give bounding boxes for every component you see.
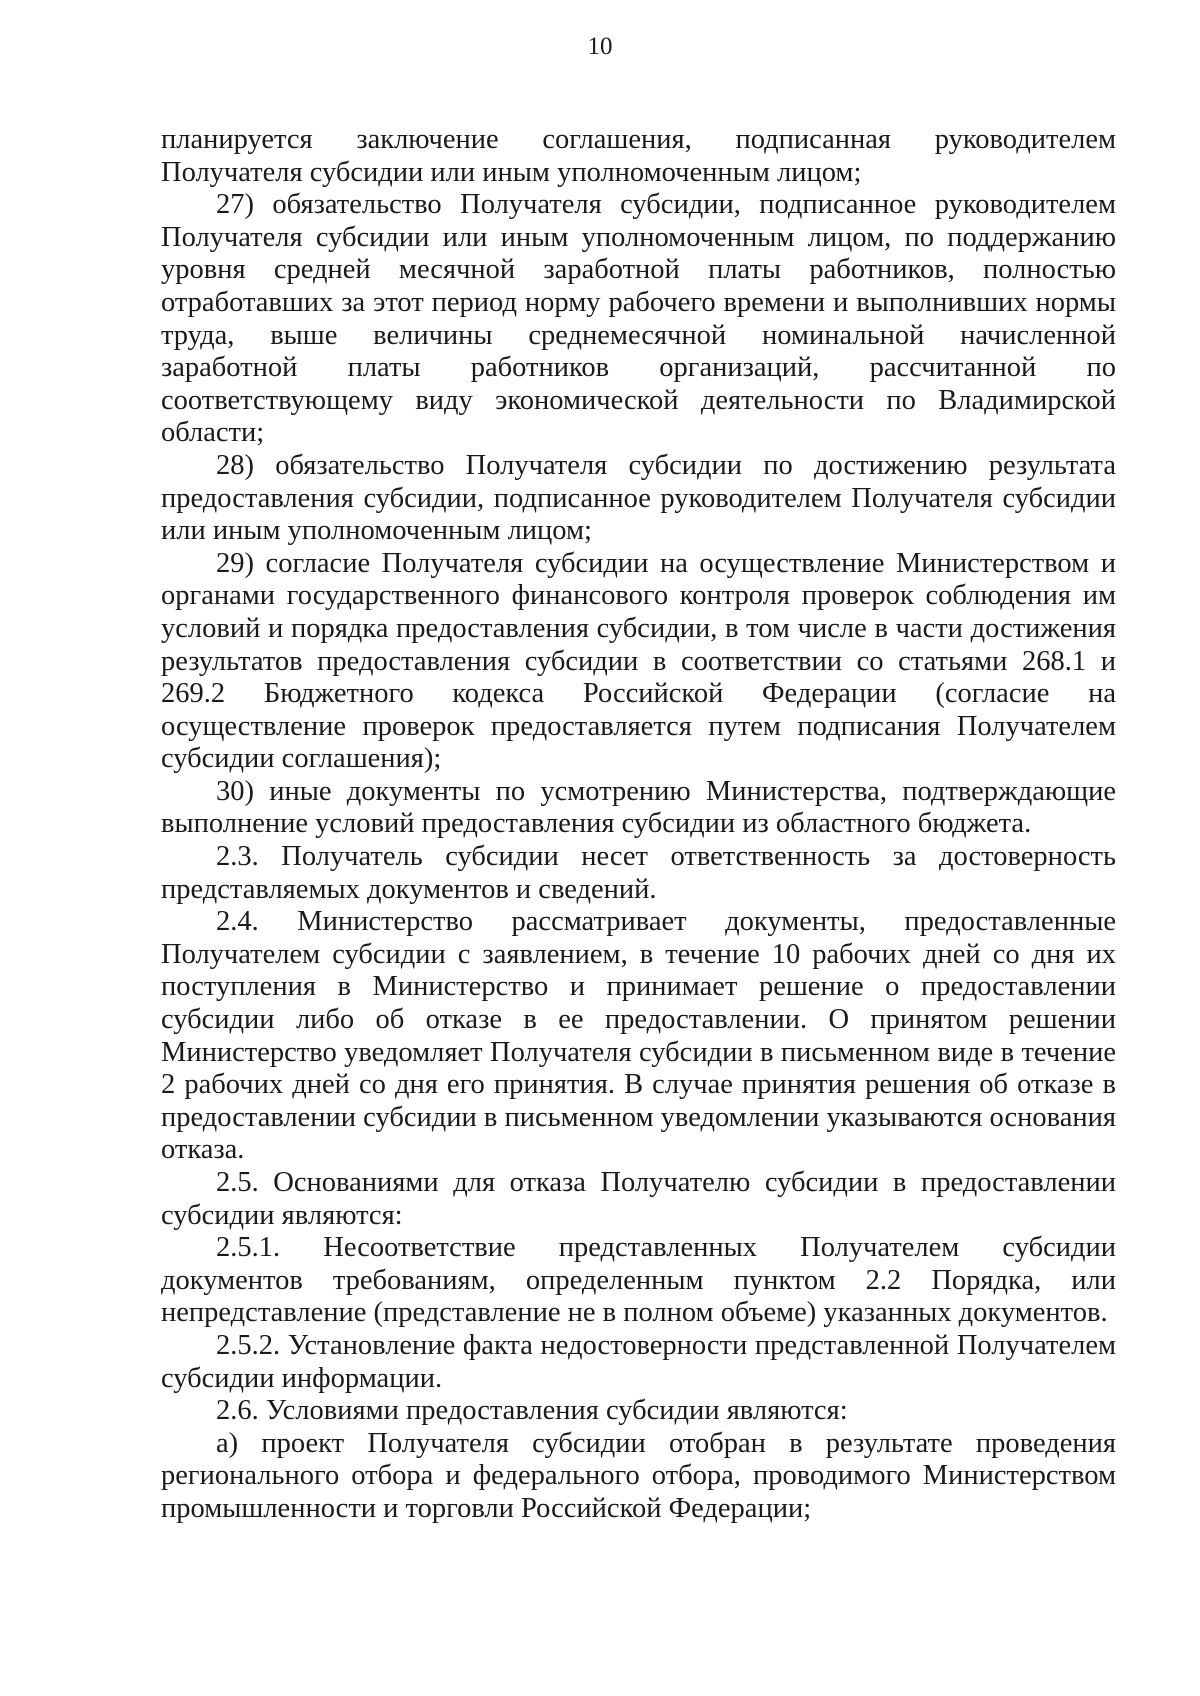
paragraph-2-6: 2.6. Условиями предоставления субсидии являются: <box>216 1395 848 1427</box>
paragraph-2-5: 2.5. Основаниями для отказа Получателю субсидии в предоставлении субсидии являются: <box>161 1167 1116 1231</box>
page-number: 10 <box>587 33 613 60</box>
paragraph-2-4: 2.4. Министерство рассматривает документы, предоставленные Получателем субсидии с заявлением, в течение 10 рабочих дней со дня их поступления в Министерство и принимает решение о предоставлении субсидии либо об отказе в ее предоставлении. О принятом решении Министерство уведомляет Получателя субсидии в письменном виде в течение 2 рабочих дней со дня его принятия. В случае принятия решения об отказе в предоставлении субсидии в письменном уведомлении указываются основания отказа. <box>161 906 1116 1166</box>
paragraph-item-28: 28) обязательство Получателя субсидии по достижению результата предоставления субсидии, подписанное руководителем Получателя субсидии или иным уполномоченным лицом; <box>161 449 1116 547</box>
paragraph-2-3: 2.3. Получатель субсидии несет ответственность за достоверность представляемых документов и сведений. <box>161 841 1116 905</box>
paragraph-item-27: 27) обязательство Получателя субсидии, подписанное руководителем Получателя субсидии или иным уполномоченным лицом, по поддержанию уровня средней месячной заработной платы работников, полностью отработавших за этот период норму рабочего времени и выполнивших нормы труда, выше величины среднемесячной номинальной начисленной заработной платы работников организаций, рассчитанной по соответствующему виду экономической деятельности по Владимирской области; <box>161 189 1116 449</box>
paragraph-2-5-2: 2.5.2. Установление факта недостоверности представленной Получателем субсидии информации. <box>161 1329 1116 1394</box>
paragraph-continuation: планируется заключение соглашения, подписанная руководителем Получателя субсидии или иным уполномоченным лицом; <box>161 124 1116 188</box>
paragraph-2-5-1: 2.5.1. Несоответствие представленных Получателем субсидии документов требованиям, определенным пунктом 2.2 Порядка, или непредставление (представление не в полном объеме) указанных документов. <box>161 1232 1116 1329</box>
paragraph-item-a: а) проект Получателя субсидии отобран в результате проведения регионального отбора и федерального отбора, проводимого Министерством промышленности и торговли Российской Федерации; <box>161 1427 1116 1524</box>
paragraph-item-30: 30) иные документы по усмотрению Министерства, подтверждающие выполнение условий предоставления субсидии из областного бюджета. <box>161 775 1116 840</box>
paragraph-item-29: 29) согласие Получателя субсидии на осуществление Министерством и органами государственного финансового контроля проверок соблюдения им условий и порядка предоставления субсидии, в том числе в части достижения результатов предоставления субсидии в соответствии со статьями 268.1 и 269.2 Бюджетного кодекса Российской Федерации (согласие на осуществление проверок предоставляется путем подписания Получателем субсидии соглашения); <box>161 547 1116 775</box>
document-body <box>161 124 1116 1526</box>
